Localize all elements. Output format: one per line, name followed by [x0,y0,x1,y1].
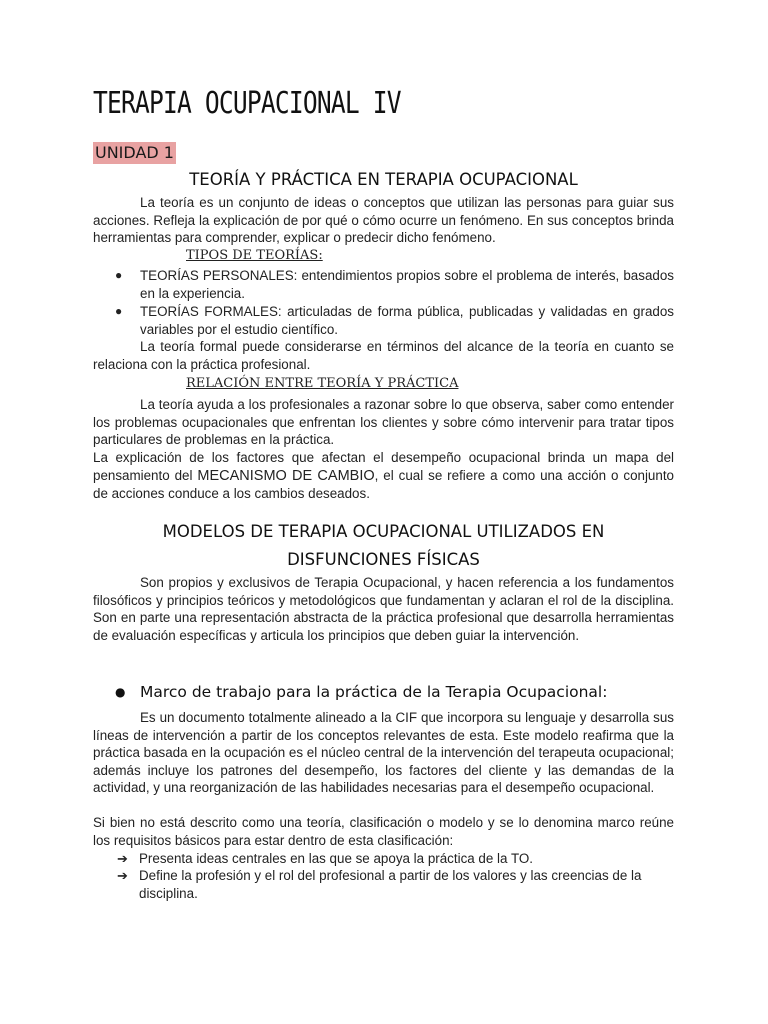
models-intro-paragraph: Son propios y exclusivos de Terapia Ocupacional, y hacen referencia a los fundamentos filosóficos y principios teóricos y metodológicos que fundamentan y aclaran el rol de la disciplina. Son en parte una representación abstracta de la práctica profesional que desarrolla herramientas de evaluación específicas y articula los principios que deben guiar la intervención. [93,575,674,643]
theory-intro-paragraph: La teoría es un conjunto de ideas o conceptos que utilizan las personas para guiar sus acciones. Refleja la explicación de por qué o cómo ocurre un fenómeno. En sus conceptos brinda herramientas para comprender, explicar o predecir dicho fenómeno. [93,195,674,246]
formal-theory-note: La teoría formal puede considerarse en términos del alcance de la teoría en cuanto se relaciona con la práctica profesional. [93,339,674,372]
mechanism-paragraph [93,449,674,503]
relation-paragraph: La teoría ayuda a los profesionales a razonar sobre lo que observa, saber como entender los problemas ocupacionales que enfrentan los clientes y sobre cómo intervenir para tratar tipos particulares de problemas en la práctica. [93,397,674,448]
arrow-right-icon: ➔ [117,851,128,866]
arrow-right-icon: ➔ [117,868,128,883]
mechanism-term: MECANISMO DE CAMBIO [197,467,375,484]
framework-paragraph: Es un documento totalmente alineado a la CIF que incorpora su lenguaje y desarrolla sus líneas de intervención a partir de los conceptos relevantes de esta. Este modelo reafirma que la práctica basada en la ocupación es el núcleo central de la intervención del terapeuta ocupacional; además incluye los patrones del desempeño, los factores del cliente y las demandas de la actividad, y una reorganización de las habilidades necesarias para el desempeño ocupacional. [93,710,674,796]
framework-heading-item [117,683,677,701]
mechanism-text-before: La explicación de los factores que afectan el desempeño ocupacional brinda un mapa del pensamiento del [93,450,674,483]
list-item-text: TEORÍAS FORMALES: articuladas de forma pública, publicadas y validadas en grados variables por el estudio científico. [140,304,674,337]
list-item-text: TEORÍAS PERSONALES: entendimientos propios sobre el problema de interés, basados en la experiencia. [140,268,674,301]
list-item-formal-theories [117,303,674,338]
list-item-text: Define la profesión y el rol del profesional a partir de los valores y las creencias de la disciplina. [139,868,642,901]
list-item-text: Presenta ideas centrales en las que se apoya la práctica de la TO. [139,851,534,866]
relation-heading: RELACIÓN ENTRE TEORÍA Y PRÁCTICA [186,376,459,391]
document-title: TERAPIA OCUPACIONAL IV [93,86,401,121]
list-item-personal-theories [117,267,674,302]
list-item-requirement-1 [117,850,674,868]
bullet-dot-icon: ● [115,304,123,318]
section-heading-models-line1: MODELOS DE TERAPIA OCUPACIONAL UTILIZADOS EN [162,522,605,541]
bullet-dot-icon: ● [115,268,123,282]
bullet-dot-icon: ● [115,685,126,699]
types-of-theories-heading: TIPOS DE TEORÍAS: [186,248,323,263]
list-item-requirement-2 [117,867,674,902]
framework-note-paragraph: Si bien no está descrito como una teoría, clasificación o modelo y se lo denomina marco reúne los requisitos básicos para estar dentro de esta clasificación: [93,815,674,848]
section-heading-models-line2: DISFUNCIONES FÍSICAS [287,550,480,569]
framework-heading: Marco de trabajo para la práctica de la Terapia Ocupacional: [140,683,608,701]
unit-label: UNIDAD 1 [95,143,174,162]
section-heading-theory-practice: TEORÍA Y PRÁCTICA EN TERAPIA OCUPACIONAL [189,170,578,189]
mechanism-text-after: , el cual se refiere a como una acción o conjunto de acciones conduce a los cambios deseados. [93,467,674,502]
